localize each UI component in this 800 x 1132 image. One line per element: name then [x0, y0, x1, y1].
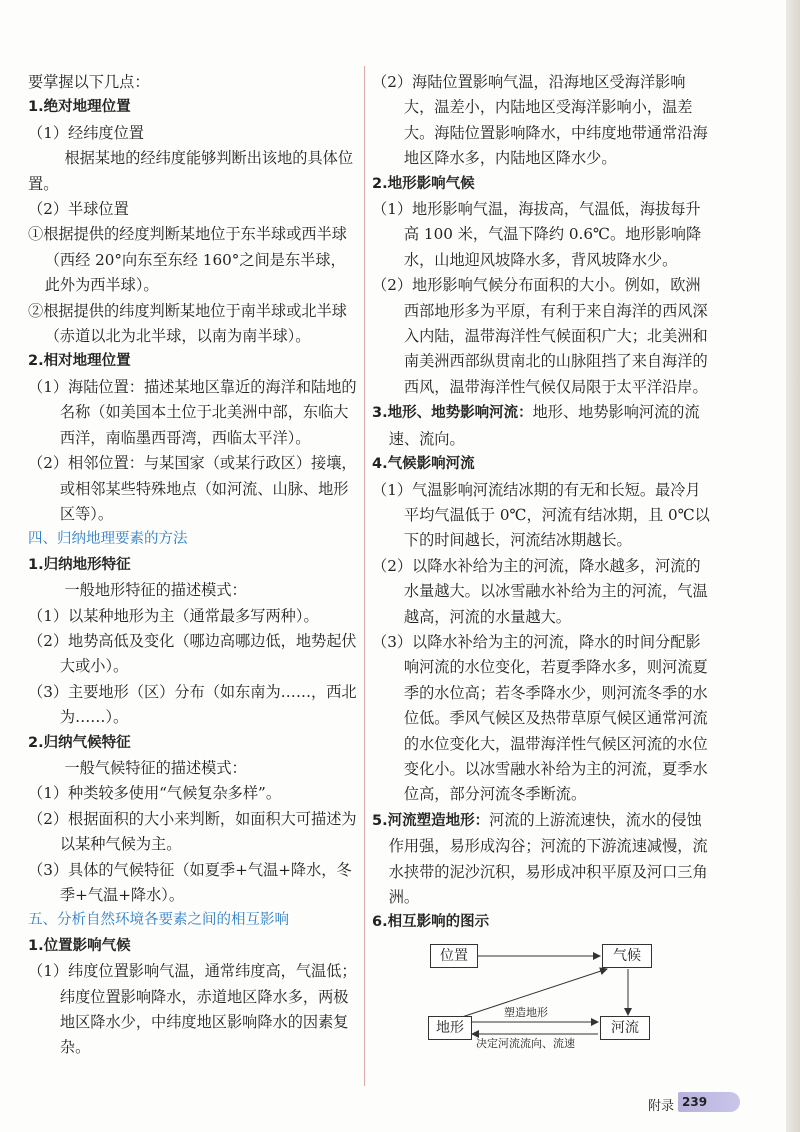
left_column-line: （2）相邻位置：与某国家（或某行政区）接壤，或相邻某些特殊地点（如河流、山脉、地形区等）。 — [28, 454, 357, 523]
left_column-line: 1.归纳地形特征 — [28, 556, 131, 573]
left_column-line: （3）具体的气候特征（如夏季+气温+降水，冬季+气温+降水）。 — [28, 860, 352, 904]
left_column-line: 一般气候特征的描述模式： — [64, 758, 247, 777]
left_column-line: 五、分析自然环境各要素之间的相互影响 — [28, 912, 289, 929]
left_column-line: （2）地势高低及变化（哪边高哪边低，地势起伏大或小）。 — [28, 631, 357, 676]
left_column-line: 四、归纳地理要素的方法 — [28, 531, 188, 548]
right_column-line: （2）地形影响气候分布面积的大小。例如，欧洲西部地形多为平原，有利于来自海洋的西风深入内陆，温带海洋性气候面积广大；北美洲和南美洲西部纵贯南北的山脉阻挡了来自海洋的西风，温带海洋性气候仅局限于太平洋沿岸。 — [372, 276, 708, 396]
label-shape-terrain: 塑造地形 — [504, 1005, 548, 1019]
left_column-line: （2）根据面积的大小来判断，如面积大可描述为以某种气候为主。 — [28, 809, 357, 854]
appendix-label: 附录 — [648, 1099, 675, 1114]
left_column-line: （1）海陆位置：描述某地区靠近的海洋和陆地的名称（如美国本土位于北美洲中部，东临大西洋，南临墨西哥湾，西临太平洋）。 — [28, 377, 357, 447]
right-column — [372, 70, 710, 1060]
page-number: 239 — [678, 1092, 740, 1112]
left_column-line: （1）以某种地形为主（通常最多写两种）。 — [28, 606, 319, 625]
left_column-line: 1.绝对地理位置 — [28, 99, 131, 116]
right_column-line: （2）海陆位置影响气温，沿海地区受海洋影响大，温差小，内陆地区受海洋影响小，温差大。海陆位置影响降水，中纬度地带通常沿海地区降水多，内陆地区降水少。 — [372, 73, 708, 168]
left_column-line: （1）纬度位置影响气温，通常纬度高，气温低；纬度位置影响降水，赤道地区降水多，两极地区降水少，中纬度地区影响降水的因素复杂。 — [28, 962, 357, 1057]
node-position: 位置 — [430, 944, 478, 968]
left_column-line: 2.归纳气候特征 — [28, 734, 131, 751]
right_column-line: 3.地形、地势影响河流：地形、地势影响河流的流速、流向。 — [372, 403, 700, 448]
right_column-line: 6.相互影响的图示 — [372, 914, 490, 931]
left_column-line: 要掌握以下几点： — [28, 73, 150, 91]
page-edge — [786, 0, 800, 1132]
right_column-line: （1）气温影响河流结冰期的有无和长短。最冷月平均气温低于 0℃，河流有结冰期，且 0℃以下的时间越长，河流结冰期越长。 — [372, 480, 710, 550]
left_column-line: （3）主要地形（区）分布（如东南为……，西北为……）。 — [28, 682, 357, 727]
influence-diagram — [372, 940, 710, 1060]
left-column — [28, 70, 360, 1061]
right_column-line: （3）以降水补给为主的河流，降水的时间分配影响河流的水位变化，若夏季降水多，则河流夏季的水位高；若冬季降水少，则河流冬季的水位低。季风气候区及热带草原气候区通常河流的水位变化大，温带海洋性气候区河流的水位变化小。以冰雪融水补给为主的河流，夏季水位高，部分河流冬季断流。 — [372, 632, 708, 804]
node-river: 河流 — [600, 1016, 650, 1040]
node-climate: 气候 — [602, 944, 652, 968]
bold-lead: 5.河流塑造地形： — [372, 812, 490, 829]
right_column-line: （1）地形影响气温，海拔高，气温低，海拔每升高 100 米，气温下降约 0.6℃。地形影响降水，山地迎风坡降水多，背风坡降水少。 — [372, 200, 702, 269]
bold-lead: 3.地形、地势影响河流： — [372, 405, 533, 422]
left_column-line: 根据某地的经纬度能够判断出该地的具体位置。 — [28, 149, 354, 193]
left_column-line: 2.相对地理位置 — [28, 353, 131, 370]
right_column-line: 5.河流塑造地形：河流的上游流速快，流水的侵蚀作用强，易形成沟谷；河流的下游流速减慢，流水挟带的泥沙沉积，易形成冲积平原及河口三角洲。 — [372, 810, 708, 906]
node-terrain: 地形 — [428, 1016, 472, 1040]
left_column-line: ①根据提供的经度判断某地位于东半球或西半球（西经 20°向东至东经 160°之间是东半球，此外为西半球）。 — [28, 225, 347, 295]
left_column-line: 一般地形特征的描述模式： — [64, 581, 247, 600]
left_column-line: （2）半球位置 — [28, 200, 129, 219]
right_column-line: （2）以降水补给为主的河流，降水越多，河流的水量越大。以冰雪融水补给为主的河流，气温越高，河流的水量越大。 — [372, 556, 708, 626]
label-decide-flow: 决定河流流向、流速 — [476, 1036, 575, 1050]
column-divider — [364, 66, 365, 1086]
left_column-line: （1）种类较多使用“气候复杂多样”。 — [28, 784, 282, 803]
left_column-line: （1）经纬度位置 — [28, 123, 144, 142]
right_column-line: 4.气候影响河流 — [372, 456, 475, 473]
left_column-line: 1.位置影响气候 — [28, 937, 131, 954]
right_column-line: 2.地形影响气候 — [372, 175, 475, 192]
left_column-line: ②根据提供的纬度判断某地位于南半球或北半球（赤道以北为北半球，以南为南半球）。 — [28, 301, 347, 346]
